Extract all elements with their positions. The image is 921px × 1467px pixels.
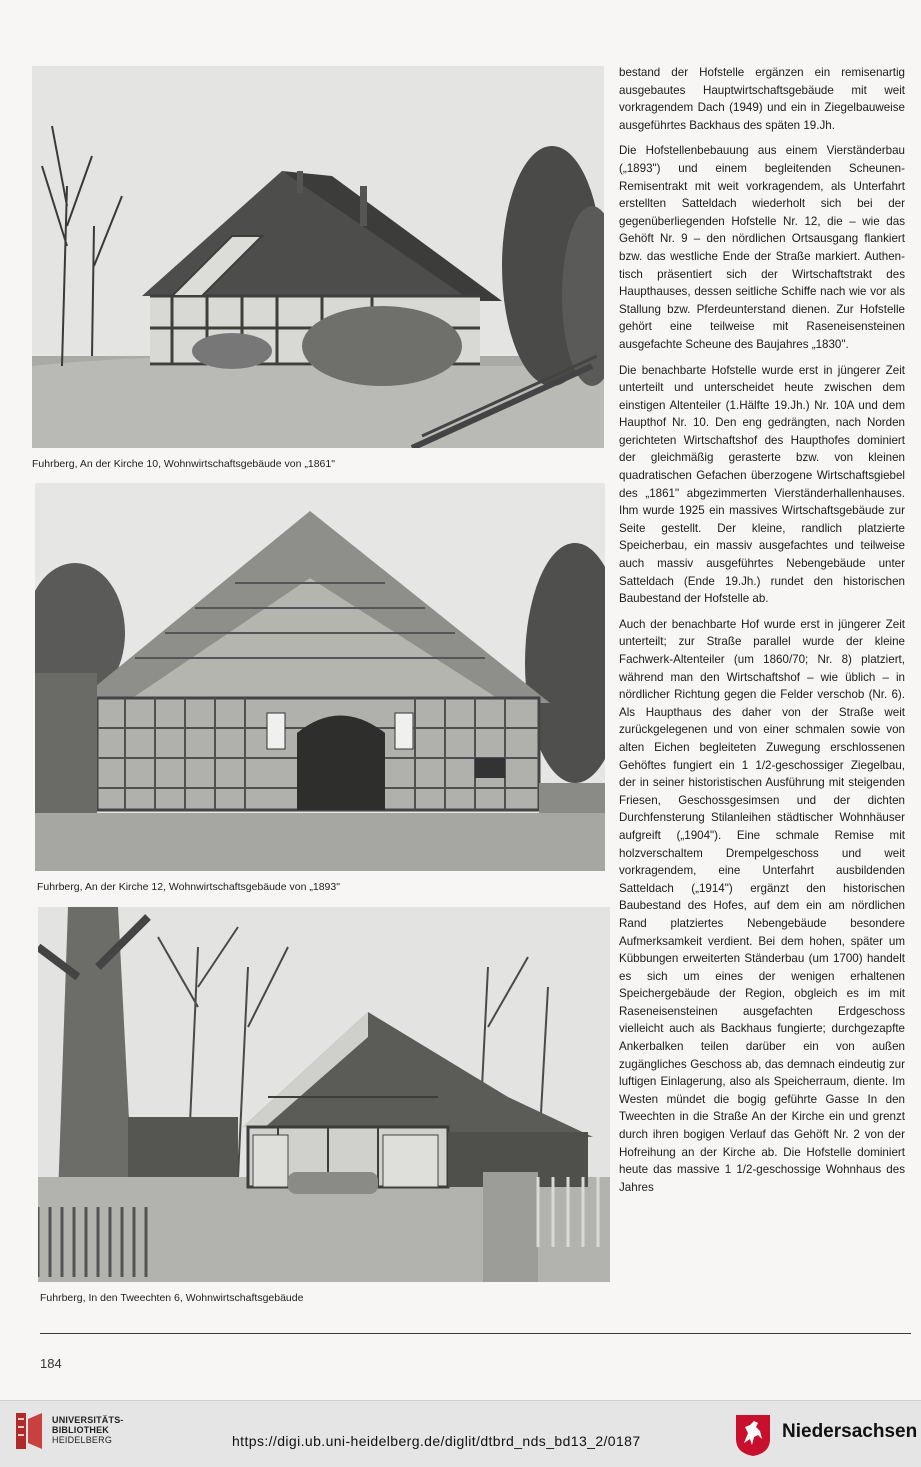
footer-rule (40, 1333, 911, 1334)
paragraph-4: Auch der benachbarte Hof wurde erst in jüngerer Zeit unterteilt; zur Straße parallel wurde der kleine Fachwerk-Altenteiler (um 1860/70; Nr. 8) platziert, während man den Wirtschaftshof – wie üblich – in nördlicher Richtung gegen die Felder verschob (Nr. 6). Als Haupthaus des daher von der Straße weit zurückgelegenen und von einer schmalen sowie von alten Eichen begleiteten Zuwegung erschlossenen Gehöftes fungiert ein 1 1/2-geschossiger Ziegelbau, der in seiner historistischen Ausführung mit steigenden Friesen, Geschossgesimsen und der dichten Durchfensterung Stilanleihen städtischer Wohnhäuser aufgreift („1904"). Eine schmale Remise mit holzverschaltem Drempelgeschoss und weit vorkragendem, eine Unterfahrt ausbildenden Satteldach („1914") ergänzt den historischen Baubestand des Hofes, auf dem ein am nördlichen Rand platziertes Nebengebäude besondere Aufmerksamkeit verdient. Bei dem hohen, später um Kübbungen erweiterten Ständerbau (um 1700) handelt es sich um eines der wenigen erhaltenen Speichergebäude der Region, obgleich es im mit Raseneisensteinen ausgefachten Erdgeschoss vielleicht auch als Backhaus fungierte; durchgezapfte Ankerbalken teilen darüber ein von außen zugängliches Geschoss ab, das demnach eindeutig zur luftigen Einlagerung, also als Speicherraum, diente. Im Westen mündet die bogig geführte Gasse In den Tweechten in die Straße An der Kirche ein und grenzt durch ihren bogigen Verlauf das Gehöft Nr. 2 von der Hofreihung an der Kirche ab. Die Hofstelle dominiert heute das massive 1 1/2-geschossige Wohnhaus des Jahres (619, 617, 905, 1194)
photo-farmhouse-1861 (32, 66, 604, 448)
digitization-footer (0, 1400, 921, 1467)
paragraph-3: Die benachbarte Hofstelle wurde erst in jüngerer Zeit unterteilt und unterscheidet heute zwischen dem einstigen Altenteiler (1.Hälfte 19.Jh.) Nr. 10A und dem Haupthof Nr. 10. Den eng gedrängten, nach Norden gerichteten Wirtschaftshof des Haupthofes dominiert der gleichmäßig gerasterte bzw. von kleinen quadratischen Gefachen überzogene Wirtschaftsgiebel des „1861" abgezimmerten Vierständerhallenhauses. Ihm wurde 1925 ein massives Wirtschaftsgebäude zur Seite gestellt. Der kleine, randlich platzierte Speicherbau, ein massiv ausgefachtes und teilweise auch massiv ausgeführtes Nebengebäude unter Satteldach (Ende 19.Jh.) rundet den historischen Baubestand der Hofstelle ab. (619, 363, 905, 606)
body-text-column (619, 64, 905, 1204)
photo-farmhouse-1893 (35, 483, 605, 871)
source-url-link[interactable]: https://digi.ub.uni-heidelberg.de/diglit/dtbrd_nds_bd13_2/0187 (232, 1433, 641, 1449)
paragraph-2: Die Hofstellenbebauung aus einem Vierständerbau („1893") und einem begleitenden Scheunen-Remisentrakt mit weit vorkragendem, als Unterfahrt erstellten Satteldach wiederholt sich bei der gegenüberliegenden Hofstelle Nr. 12, die – wie das Gehöft Nr. 9 – den nördlichen Ortsausgang flankiert bzw. das westliche Ende der Straße markiert. Authentisch präsentiert sich der Wirtschaftstrakt des Haupthauses, dessen seitliche Schiffe nach wie vor als Stallung bzw. Pferdeunterstand dienen. Zur Hofstelle gehört eine teilweise mit Raseneisensteinen ausgefachte Scheune des Baujahres „1830". (619, 144, 905, 351)
paragraph-1: bestand der Hofstelle ergänzen ein remisenartig ausgebautes Hauptwirtschaftsgebäude mit weit vorkragendem Dach (1949) und ein in Ziegelbauweise ausgeführtes Backhaus des späten 19.Jh. (619, 66, 905, 132)
page-number: 184 (40, 1356, 62, 1371)
photo-farm-building-tweechten (38, 907, 610, 1282)
figure-caption-2: Fuhrberg, An der Kirche 12, Wohnwirtschaftsgebäude von „1893" (37, 881, 340, 893)
niedersachsen-horse-icon (734, 1413, 772, 1457)
state-name: Niedersachsen (782, 1421, 918, 1442)
university-logo-icon[interactable] (12, 1409, 46, 1453)
figure-caption-1: Fuhrberg, An der Kirche 10, Wohnwirtschaftsgebäude von „1861" (32, 458, 335, 470)
university-name: UNIVERSITÄTS- BIBLIOTHEK HEIDELBERG (52, 1415, 124, 1445)
figure-caption-3: Fuhrberg, In den Tweechten 6, Wohnwirtschaftsgebäude (40, 1292, 304, 1304)
